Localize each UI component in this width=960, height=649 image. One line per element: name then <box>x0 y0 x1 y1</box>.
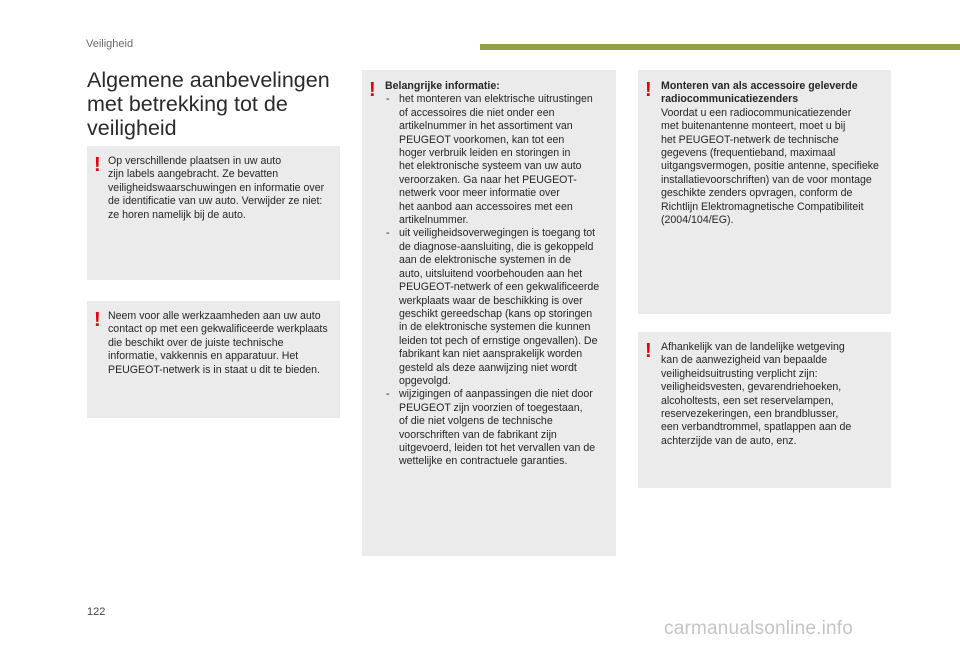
page-number: 122 <box>87 606 106 618</box>
warning-exclamation-icon: ! <box>645 79 652 101</box>
note-workshop-paragraph: Neem voor alle werkzaamheden aan uw auto contact op met een gekwalificeerde werkplaats die beschikt over de juiste technische informatie, vakkennis en apparatuur. Het PEUGEOT-netwerk is in staat u dit te bieden. <box>108 310 328 376</box>
page-title <box>87 68 347 140</box>
note-radio-paragraph: Voordat u een radiocommunicatiezender met buitenantenne monteert, moet u bij het PEUGEOT-netwerk de technische gegevens (frequentieband, maximaal uitgangsvermogen, positie antenne, specifieke installatievoorschriften) van de voor montage geschikte zenders opvragen, conform de Richtlijn Elektromagnetische Compatibiliteit (2004/104/EG). <box>661 106 879 227</box>
note-radio-text <box>661 80 891 227</box>
section-label: Veiligheid <box>86 38 134 50</box>
section-accent-bar <box>480 44 960 50</box>
note-important-list <box>385 93 615 468</box>
note-labels-text <box>108 155 336 222</box>
note-equipment-paragraph: Afhankelijk van de landelijke wetgeving kan de aanwezigheid van bepaalde veiligheidsuitrusting verplicht zijn: veiligheidsvesten, gevarendriehoeken, alcoholtests, een set reservelampen, reservezekeringen, een brandblusser, een verbandtrommel, spatlappen aan de achterzijde van de auto, enz. <box>661 341 852 447</box>
list-item: - het monteren van elektrische uitrustingen of accessoires die niet onder een artikelnummer in het assortiment van PEUGEOT voorkomen, kan tot een hoger verbruik leiden en storingen in het elektronische systeem van uw auto veroorzaken. Ga naar het PEUGEOT- netwerk voor meer informatie over het aanbod aan accessoires met een artikelnummer. <box>385 93 615 227</box>
note-important-heading: Belangrijke informatie: <box>385 80 500 92</box>
list-item: - uit veiligheidsoverwegingen is toegang tot de diagnose-aansluiting, die is gekoppeld aan de elektronische systemen in de auto, uitsluitend voorbehouden aan het PEUGEOT-netwerk of een gekwalificeerde werkplaats waar de beschikking is over geschikt gereedschap (kans op storingen in de elektronische systemen die kunnen leiden tot pech of ernstige ongevallen). De fabrikant kan niet aansprakelijk worden gesteld als deze aanwijzing niet wordt opgevolgd. <box>385 227 615 388</box>
note-important-text <box>385 80 615 469</box>
warning-exclamation-icon: ! <box>645 340 652 362</box>
note-radio-heading: Monteren van als accessoire geleverde radiocommunicatiezenders <box>661 80 858 106</box>
note-workshop-text <box>108 310 340 377</box>
note-labels-paragraph: Op verschillende plaatsen in uw auto zijn labels aangebracht. Ze bevatten veiligheidswaarschuwingen en informatie over de identificatie van uw auto. Verwijder ze niet: ze horen namelijk bij de auto. <box>108 155 325 221</box>
note-equipment-text <box>661 341 889 448</box>
warning-exclamation-icon: ! <box>94 309 101 331</box>
warning-exclamation-icon: ! <box>94 154 101 176</box>
list-item: - wijzigingen of aanpassingen die niet door PEUGEOT zijn voorzien of toegestaan, of die niet volgens de technische voorschriften van de fabrikant zijn uitgevoerd, leiden tot het vervallen van de wettelijke en contractuele garanties. <box>385 388 615 468</box>
warning-exclamation-icon: ! <box>369 79 376 101</box>
watermark: carmanualsonline.info <box>664 618 854 639</box>
page-title-text: Algemene aanbevelingen met betrekking tot de veiligheid <box>87 68 330 140</box>
